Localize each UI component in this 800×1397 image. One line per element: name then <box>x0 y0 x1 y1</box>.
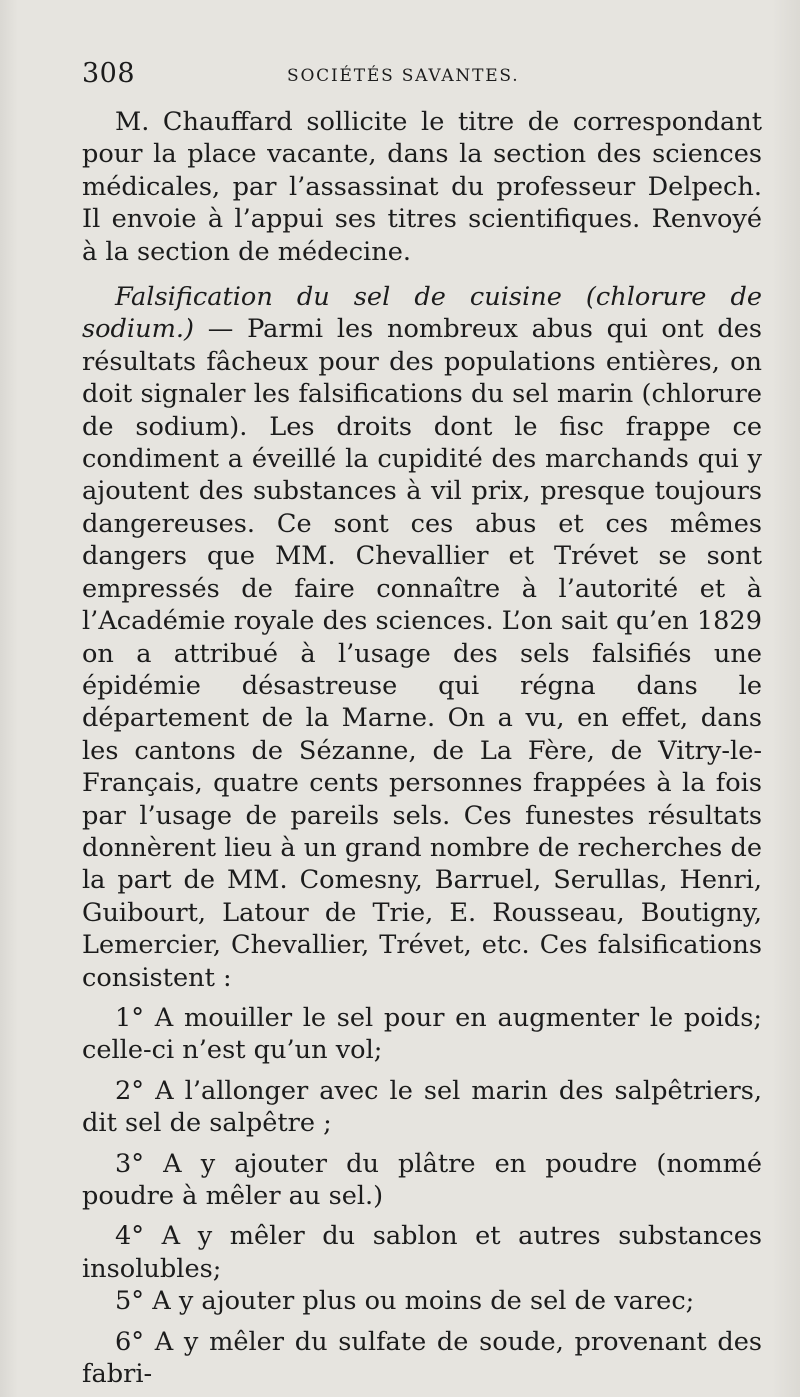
list-item: 4° A y mêler du sablon et autres substances insolubles; <box>82 1221 762 1284</box>
list-gap <box>82 1318 762 1326</box>
list-item: 1° A mouiller le sel pour en augmenter le poids; celle-ci n’est qu’un vol; <box>82 1002 762 1066</box>
page-left-shadow <box>0 0 18 1397</box>
paragraph-falsification <box>82 281 762 994</box>
list-gap <box>82 1212 762 1220</box>
page-number: 308 <box>82 58 136 89</box>
running-head-title: SOCIÉTÉS SAVANTES. <box>287 66 520 86</box>
list-item: 6° A y mêler du sulfate de soude, provenant des fabri- <box>82 1326 762 1390</box>
paragraph-gap <box>82 994 762 1002</box>
list-gap <box>82 1140 762 1148</box>
paragraph-falsification-body: — Parmi les nombreux abus qui ont des résultats fâcheux pour des populations entières, on doit signaler les falsifications du sel marin (chlorure de sodium). Les droits dont le fisc frappe ce condiment a éveillé la cupidité des marchands qui y ajoutent des substances à vil prix, presque toujours dangereuses. Ce sont ces abus et ces mêmes dangers que MM. Chevallier et Trévet se sont empressés de faire connaître à l’autorité et à l’Académie royale des sciences. L’on sait qu’en 1829 on a attribué à l’usage des sels falsifiés une épidémie désastreuse qui régna dans le département de la Marne. On a vu, en effet, dans les cantons de Sézanne, de La Fère, de Vitry-le-Français, quatre cents personnes frappées à la fois par l’usage de pareils sels. Ces funestes résultats donnèrent lieu à un grand nombre de recherches de la part de MM. Comesny, Barruel, Serullas, Henri, Guibourt, Latour de Trie, E. Rousseau, Boutigny, Lemercier, Chevallier, Trévet, etc. Ces falsifications consistent : <box>82 314 762 993</box>
paragraph-chauffard: M. Chauffard sollicite le titre de correspondant pour la place vacante, dans la section des sciences médicales, par l’assassinat du professeur Delpech. Il envoie à l’appui ses titres scientifiques. Renvoyé à la section de médecine. <box>82 107 762 267</box>
running-head <box>82 58 762 94</box>
list-item: 5° A y ajouter plus ou moins de sel de varec; <box>115 1286 695 1317</box>
list-gap <box>82 1067 762 1075</box>
page-right-shadow <box>772 0 800 1397</box>
list-item: 2° A l’allonger avec le sel marin des salpêtriers, dit sel de salpêtre ; <box>82 1075 762 1139</box>
paragraph-subject-title: Falsification du sel de cuisine (chlorure de sodium.) <box>82 282 762 345</box>
body-text <box>82 106 762 1390</box>
list-item: 3° A y ajouter du plâtre en poudre (nommé poudre à mêler au sel.) <box>82 1148 762 1211</box>
paragraph-gap <box>82 268 762 281</box>
